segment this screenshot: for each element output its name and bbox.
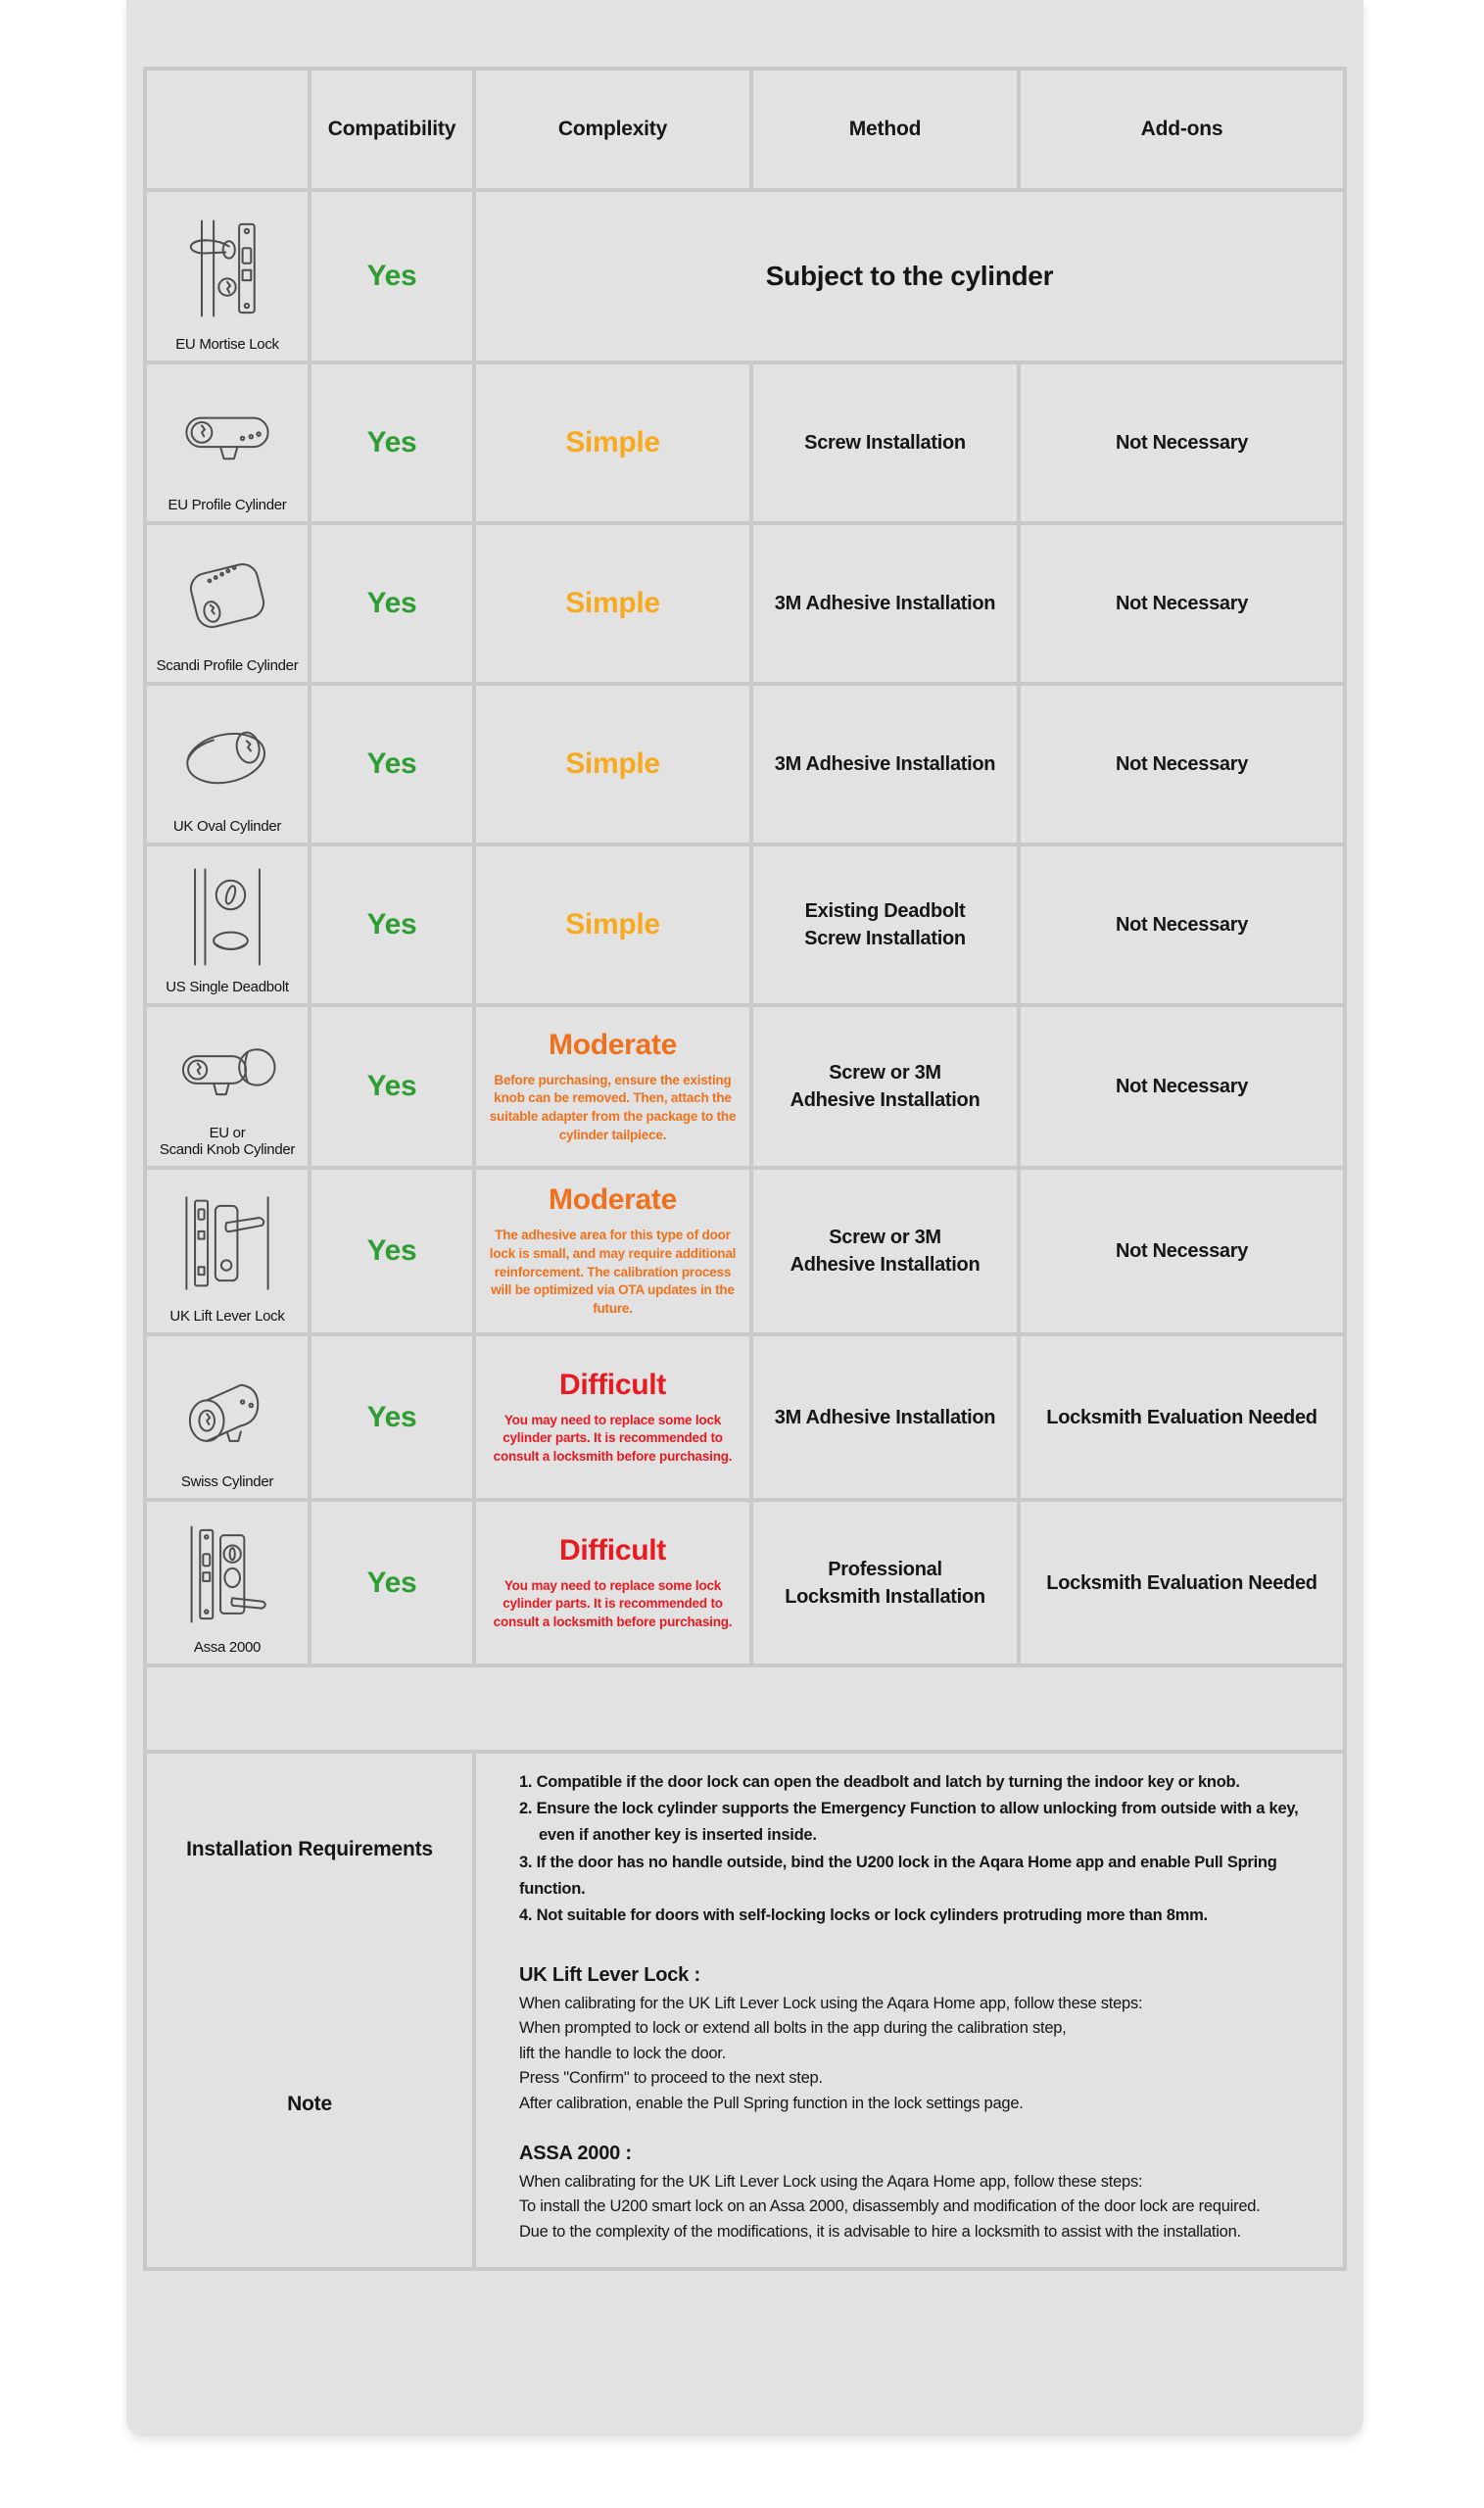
lock-label	[160, 1125, 295, 1159]
lock-label-line: Scandi Knob Cylinder	[159, 1141, 296, 1159]
note-line: After calibration, enable the Pull Spring function in the lock settings page.	[519, 2095, 1024, 2112]
assa-2000-icon	[149, 1510, 306, 1639]
complexity-cell	[476, 1007, 749, 1166]
complexity-level: Simple	[565, 748, 660, 780]
addons-cell	[1021, 686, 1343, 843]
compatibility-cell	[311, 846, 472, 1003]
lock-row	[147, 1336, 1343, 1498]
method-line: Adhesive Installation	[790, 1254, 981, 1276]
lock-label	[181, 1473, 273, 1491]
spacer-cell	[147, 1667, 1343, 1750]
method-line: Existing Deadbolt	[804, 900, 966, 922]
lock-type-cell	[147, 1336, 308, 1498]
method-line: 3M Adhesive Installation	[774, 1406, 996, 1428]
method-line: Screw Installation	[804, 928, 966, 949]
installation-requirements-label: Installation Requirements	[147, 1754, 472, 1945]
lock-type-cell	[147, 192, 308, 361]
addons-cell	[1021, 846, 1343, 1003]
compatibility-cell	[311, 1170, 472, 1332]
header-cell-lock-type	[147, 71, 308, 188]
method-cell	[753, 1007, 1017, 1166]
lock-label	[166, 979, 289, 996]
compatibility-cell	[311, 1336, 472, 1498]
note-label: Note	[147, 1942, 472, 2267]
installation-requirements-content	[476, 1754, 1343, 1945]
method-line: Adhesive Installation	[790, 1089, 981, 1111]
lock-label-line: EU or	[209, 1124, 246, 1141]
complexity-level: Moderate	[549, 1183, 677, 1217]
lock-label	[173, 818, 281, 836]
compatibility-value: Yes	[366, 1234, 417, 1267]
note-line: Due to the complexity of the modifications, it is advisable to hire a locksmith to assist with the installation.	[519, 2222, 1241, 2241]
addons-line: Not Necessary	[1115, 432, 1249, 454]
complexity-level: Difficult	[559, 1533, 666, 1567]
addons-cell	[1021, 1502, 1343, 1664]
eu-scandi-knob-cylinder-icon	[149, 1015, 306, 1125]
note-row	[147, 1942, 1343, 2267]
lock-label	[169, 1308, 284, 1326]
note-line: To install the U200 smart lock on an Assa 2000, disassembly and modification of the door lock are required.	[519, 2197, 1261, 2216]
compatibility-cell	[311, 192, 472, 361]
method-line: Screw or 3M	[829, 1227, 941, 1248]
complexity-level: Simple	[565, 426, 660, 458]
method-line: 3M Adhesive Installation	[774, 753, 996, 775]
note-line: Press "Confirm" to proceed to the next step.	[519, 2069, 823, 2088]
lock-label	[194, 1639, 261, 1657]
table-header-row	[147, 71, 1343, 188]
method-line: Locksmith Installation	[785, 1585, 985, 1608]
lock-row	[147, 192, 1343, 361]
complexity-note: The adhesive area for this type of door lock is small, and may require additional reinforcement. The calibration process will be optimized via OTA updates in the future.	[489, 1228, 737, 1316]
lock-label-line: Assa 2000	[193, 1639, 262, 1657]
uk-oval-cylinder-icon	[149, 694, 306, 818]
requirement-line: 4. Not suitable for doors with self-locking locks or lock cylinders protruding more than 8mm.	[519, 1906, 1208, 1925]
method-cell	[753, 525, 1017, 682]
lock-type-cell	[147, 1502, 308, 1664]
scandi-profile-cylinder-icon	[149, 533, 306, 657]
complexity-cell	[476, 686, 749, 843]
lock-label-line: US Single Deadbolt	[166, 979, 289, 996]
compatibility-table	[143, 67, 1347, 2271]
complexity-cell	[476, 1336, 749, 1498]
requirement-line: 1. Compatible if the door lock can open the deadbolt and latch by turning the indoor key or knob.	[519, 1773, 1240, 1791]
method-line: Screw or 3M	[829, 1062, 941, 1084]
lock-label-line: EU Profile Cylinder	[168, 497, 287, 514]
requirement-line: 3. If the door has no handle outside, bind the U200 lock in the Aqara Home app and enable Pull Spring function.	[519, 1853, 1277, 1898]
addons-line: Not Necessary	[1115, 1240, 1249, 1262]
addons-cell	[1021, 1170, 1343, 1332]
requirement-line: 2. Ensure the lock cylinder supports the Emergency Function to allow unlocking from outside with a key,	[519, 1800, 1299, 1818]
header-cell-compatibility: Compatibility	[311, 71, 472, 188]
compatibility-value: Yes	[366, 260, 417, 292]
addons-cell	[1021, 525, 1343, 682]
lock-type-cell	[147, 364, 308, 521]
merged-note-cell: Subject to the cylinder	[476, 192, 1343, 361]
method-line: Professional	[828, 1558, 942, 1580]
note-block	[519, 2143, 1323, 2245]
lock-label-line: EU Mortise Lock	[175, 336, 279, 354]
method-cell	[753, 846, 1017, 1003]
addons-line: Locksmith Evaluation Needed	[1046, 1571, 1317, 1594]
lock-row	[147, 686, 1343, 843]
method-cell	[753, 1502, 1017, 1664]
addons-line: Not Necessary	[1115, 1076, 1249, 1097]
addons-cell	[1021, 1336, 1343, 1498]
lock-label-line: UK Lift Lever Lock	[169, 1308, 285, 1326]
complexity-level: Simple	[565, 908, 660, 940]
header-cell-complexity: Complexity	[476, 71, 749, 188]
addons-line: Not Necessary	[1115, 914, 1249, 936]
note-block	[519, 1964, 1323, 2117]
addons-line: Not Necessary	[1115, 753, 1249, 775]
method-cell	[753, 1336, 1017, 1498]
compatibility-cell	[311, 1502, 472, 1664]
header-cell-addons: Add-ons	[1021, 71, 1343, 188]
note-block-heading: UK Lift Lever Lock :	[519, 1963, 700, 1986]
note-content	[476, 1942, 1343, 2267]
compatibility-value: Yes	[366, 748, 417, 780]
addons-line: Not Necessary	[1115, 593, 1249, 614]
spacer-row	[147, 1667, 1343, 1750]
compatibility-value: Yes	[366, 1566, 417, 1599]
method-cell	[753, 1170, 1017, 1332]
compatibility-cell	[311, 364, 472, 521]
lock-row	[147, 525, 1343, 682]
note-line: When calibrating for the UK Lift Lever Lock using the Aqara Home app, follow these steps:	[519, 2172, 1143, 2191]
complexity-level: Difficult	[559, 1368, 666, 1401]
complexity-cell	[476, 1502, 749, 1664]
lock-row	[147, 364, 1343, 521]
note-line: When calibrating for the UK Lift Lever Lock using the Aqara Home app, follow these steps:	[519, 1994, 1143, 2012]
complexity-level: Simple	[565, 587, 660, 619]
lock-type-cell	[147, 525, 308, 682]
lock-row	[147, 1502, 1343, 1664]
compatibility-value: Yes	[366, 426, 417, 458]
installation-requirements-row	[147, 1754, 1343, 1938]
uk-lift-lever-lock-icon	[149, 1178, 306, 1308]
lock-label	[157, 657, 299, 675]
compatibility-value: Yes	[366, 587, 417, 619]
lock-label	[168, 497, 286, 514]
lock-label-line: Swiss Cylinder	[180, 1473, 274, 1491]
eu-mortise-lock-icon	[149, 200, 306, 336]
addons-cell	[1021, 364, 1343, 521]
header-cell-method: Method	[753, 71, 1017, 188]
lock-row	[147, 846, 1343, 1003]
compatibility-cell	[311, 686, 472, 843]
compatibility-value: Yes	[366, 1400, 417, 1433]
swiss-cylinder-icon	[149, 1344, 306, 1473]
complexity-cell	[476, 846, 749, 1003]
note-line: lift the handle to lock the door.	[519, 2044, 726, 2062]
method-cell	[753, 686, 1017, 843]
complexity-note: You may need to replace some lock cylinder parts. It is recommended to consult a locksmith before purchasing.	[493, 1412, 733, 1464]
addons-line: Locksmith Evaluation Needed	[1046, 1406, 1317, 1428]
lock-type-cell	[147, 846, 308, 1003]
lock-row	[147, 1007, 1343, 1166]
note-line: When prompted to lock or extend all bolts in the app during the calibration step,	[519, 2019, 1067, 2038]
requirement-line: even if another key is inserted inside.	[539, 1826, 817, 1845]
lock-label-line: Scandi Profile Cylinder	[156, 657, 299, 675]
lock-compatibility-card	[126, 0, 1364, 2436]
compatibility-value: Yes	[366, 1070, 417, 1102]
addons-cell	[1021, 1007, 1343, 1166]
compatibility-value: Yes	[366, 908, 417, 940]
method-line: Screw Installation	[804, 432, 966, 454]
lock-label	[175, 336, 279, 354]
method-cell	[753, 364, 1017, 521]
complexity-cell	[476, 525, 749, 682]
lock-type-cell	[147, 1007, 308, 1166]
compatibility-cell	[311, 525, 472, 682]
complexity-cell	[476, 364, 749, 521]
lock-label-line: UK Oval Cylinder	[172, 818, 282, 836]
complexity-level: Moderate	[549, 1028, 677, 1061]
complexity-note: You may need to replace some lock cylinder parts. It is recommended to consult a locksmith before purchasing.	[493, 1577, 733, 1629]
us-single-deadbolt-icon	[149, 854, 306, 979]
method-line: 3M Adhesive Installation	[774, 593, 996, 614]
complexity-note: Before purchasing, ensure the existing knob can be removed. Then, attach the suitable adapter from the package to the cylinder tailpiece.	[489, 1072, 737, 1142]
eu-profile-cylinder-icon	[149, 372, 306, 497]
complexity-cell	[476, 1170, 749, 1332]
lock-row	[147, 1170, 1343, 1332]
lock-type-cell	[147, 686, 308, 843]
note-block-heading: ASSA 2000 :	[519, 2142, 632, 2164]
compatibility-cell	[311, 1007, 472, 1166]
lock-type-cell	[147, 1170, 308, 1332]
